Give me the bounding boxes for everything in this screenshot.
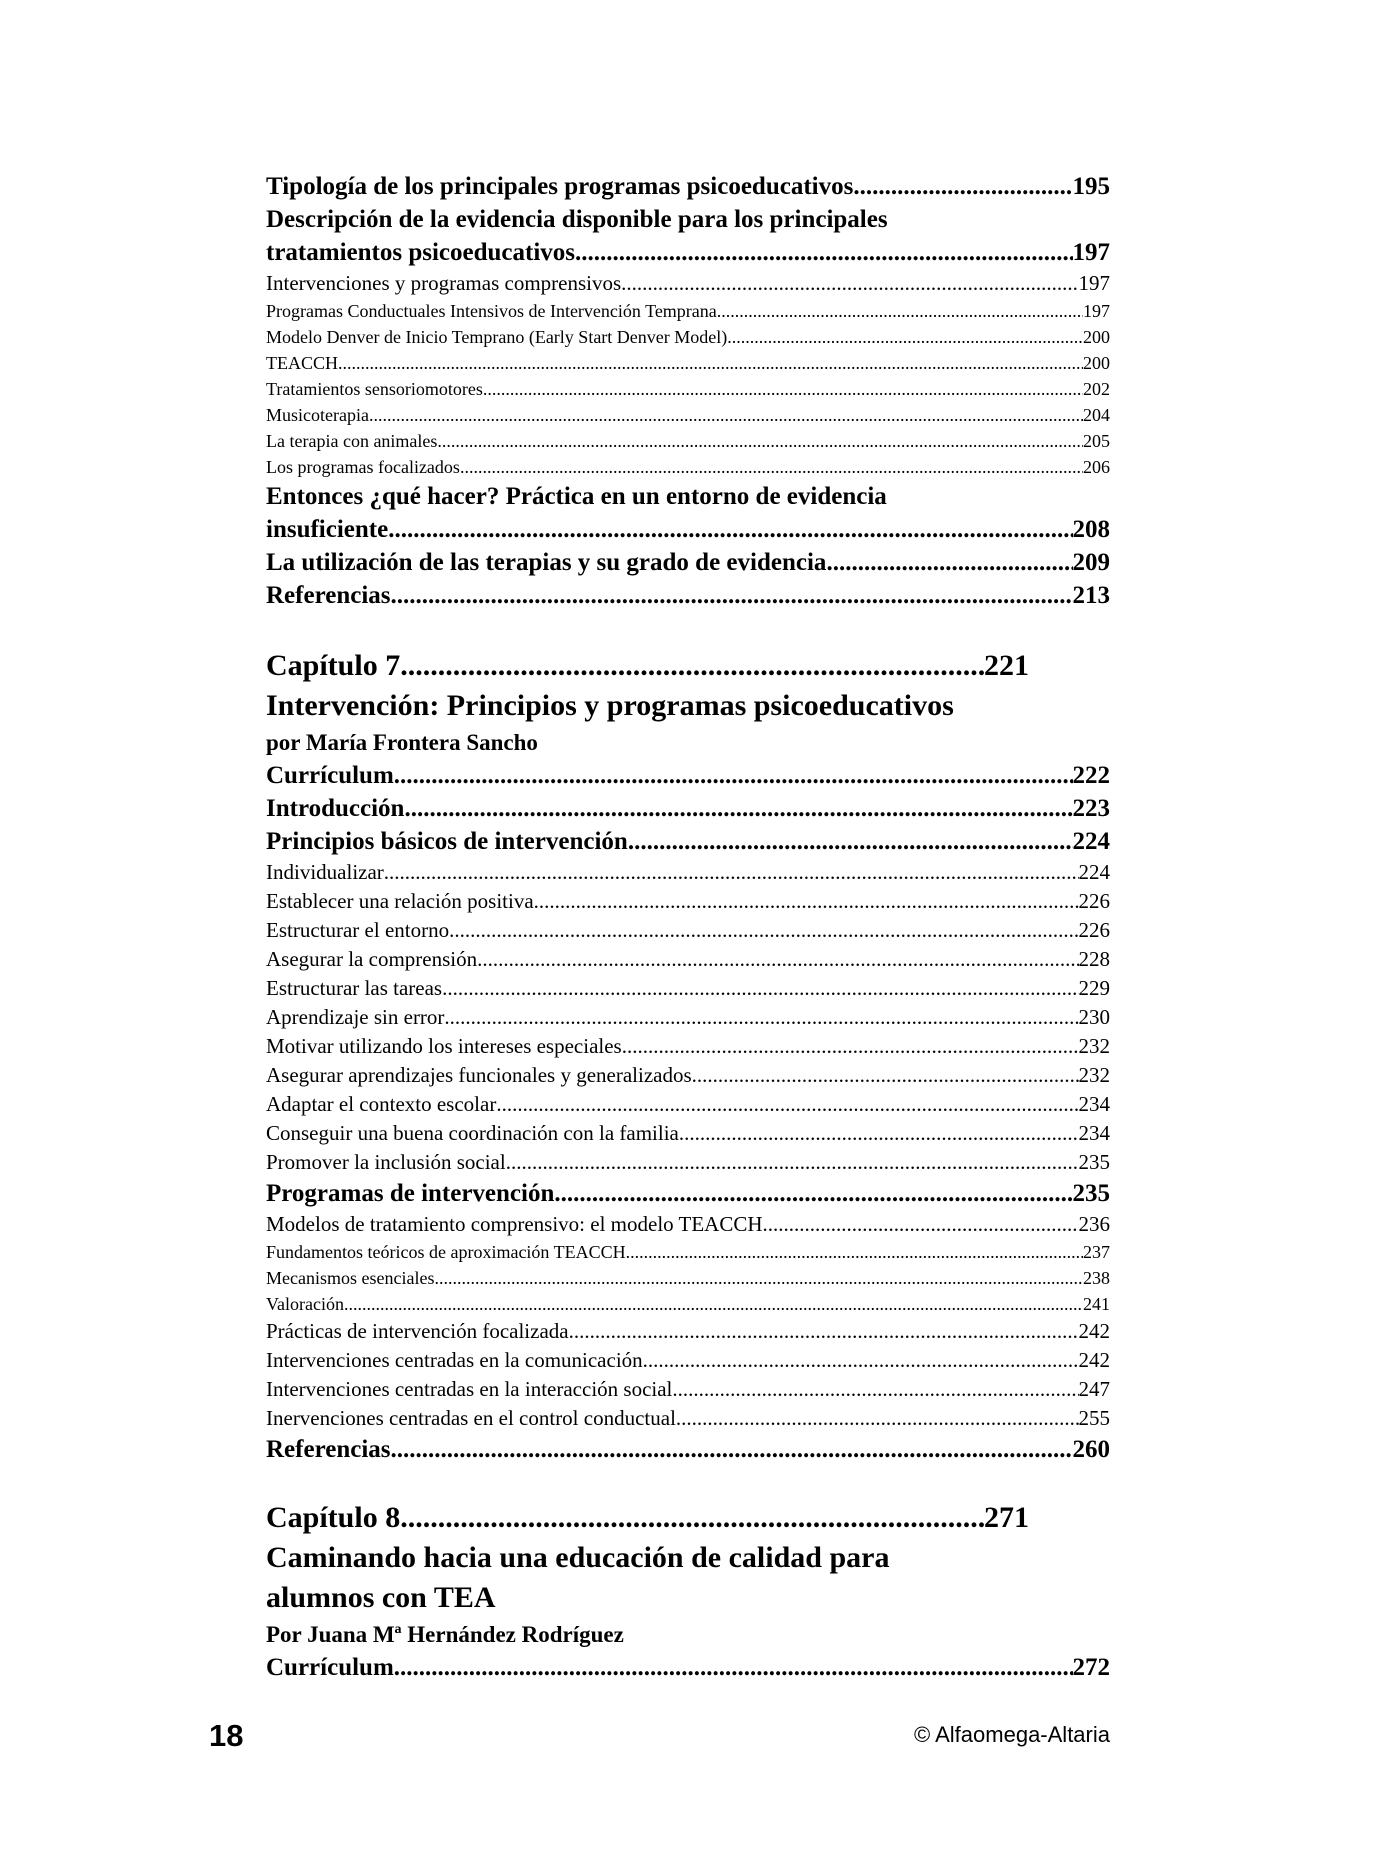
toc-entry[interactable]	[266, 376, 1110, 402]
toc-entry[interactable]	[266, 1433, 1110, 1466]
dot-leader	[534, 887, 1079, 916]
toc-entry-title: Valoración	[266, 1294, 344, 1314]
toc-entry-page: 234	[1078, 1092, 1110, 1116]
toc-entry[interactable]	[266, 1239, 1110, 1265]
toc-entry[interactable]	[266, 1061, 1110, 1090]
dot-leader	[575, 236, 1073, 269]
toc-entry[interactable]	[266, 236, 1110, 269]
toc-entry-title: Fundamentos teóricos de aproximación TEACCH	[266, 1242, 626, 1262]
toc-entry-page: 209	[1072, 549, 1110, 576]
toc-entry-title: Programas de intervención	[266, 1180, 555, 1207]
dot-leader	[679, 1119, 1079, 1148]
toc-entry-title: La utilización de las terapias y su grado de evidencia	[266, 549, 827, 576]
toc-entry-page: 224	[1072, 828, 1110, 855]
table-of-contents	[266, 170, 1110, 1684]
toc-entry-title: Asegurar aprendizajes funcionales y generalizados	[266, 1063, 692, 1087]
toc-entry-page: 272	[1072, 1654, 1110, 1681]
toc-entry[interactable]	[266, 1265, 1110, 1291]
toc-entry-page: 236	[1078, 1212, 1110, 1236]
toc-entry-page: 224	[1078, 860, 1110, 884]
toc-entry[interactable]	[266, 1148, 1110, 1177]
toc-entry[interactable]	[266, 792, 1110, 825]
toc-entry-title: Intervenciones centradas en la comunicación	[266, 1348, 643, 1372]
toc-entry-title: Referencias	[266, 1436, 391, 1463]
chapter-8-page: 271	[984, 1501, 1029, 1534]
dot-leader	[676, 1404, 1079, 1433]
toc-entry[interactable]	[266, 170, 1110, 203]
toc-entry-page: 232	[1078, 1034, 1110, 1058]
chapter-8-title-line1: Caminando hacia una educación de calidad para	[266, 1541, 890, 1574]
toc-entry[interactable]	[266, 298, 1110, 324]
toc-entry[interactable]	[266, 402, 1110, 428]
toc-entry[interactable]	[266, 759, 1110, 792]
toc-entry-page: 255	[1078, 1406, 1110, 1430]
toc-entry[interactable]	[266, 1404, 1110, 1433]
toc-section-chapter8	[266, 1651, 1110, 1684]
toc-entry-title: Tratamientos sensoriomotores	[266, 379, 483, 399]
chapter-8-author: Por Juana Mª Hernández Rodríguez	[266, 1622, 624, 1647]
toc-entry-page: 197	[1083, 301, 1110, 321]
dot-leader	[853, 170, 1072, 203]
toc-entry-page: 238	[1083, 1268, 1110, 1288]
dot-leader	[460, 454, 1083, 480]
toc-entry-page: 260	[1072, 1436, 1110, 1463]
toc-entry-title: Estructurar las tareas	[266, 976, 443, 1000]
toc-entry-page: 234	[1078, 1121, 1110, 1145]
toc-entry-page: 200	[1083, 353, 1110, 373]
toc-entry[interactable]	[266, 1346, 1110, 1375]
toc-entry-title: Modelos de tratamiento comprensivo: el modelo TEACCH	[266, 1212, 763, 1236]
toc-entry-lead-line: Descripción de la evidencia disponible para los principales	[266, 206, 888, 233]
dot-leader	[404, 792, 1072, 825]
toc-entry-title: Currículum	[266, 762, 394, 789]
dot-leader	[763, 1210, 1079, 1239]
toc-entry-title: Mecanismos esenciales	[266, 1268, 435, 1288]
dot-leader	[622, 1032, 1079, 1061]
dot-leader	[626, 1239, 1083, 1265]
dot-leader	[727, 324, 1083, 350]
toc-entry[interactable]	[266, 825, 1110, 858]
dot-leader	[477, 945, 1078, 974]
dot-leader	[391, 1433, 1073, 1466]
toc-entry-page: 200	[1083, 327, 1110, 347]
toc-entry-title: Conseguir una buena coordinación con la familia	[266, 1121, 679, 1145]
dot-leader	[394, 1651, 1073, 1684]
toc-entry[interactable]	[266, 858, 1110, 887]
toc-entry-page: 222	[1072, 762, 1110, 789]
dot-leader	[394, 759, 1073, 792]
toc-entry[interactable]	[266, 1651, 1110, 1684]
dot-leader	[338, 350, 1083, 376]
toc-entry-title: Modelo Denver de Inicio Temprano (Early Start Denver Model)	[266, 327, 728, 347]
toc-entry[interactable]	[266, 1003, 1110, 1032]
toc-entry-title: Promover la inclusión social	[266, 1150, 506, 1174]
toc-entry[interactable]	[266, 428, 1110, 454]
dot-leader	[643, 1346, 1079, 1375]
dot-leader	[434, 1265, 1083, 1291]
toc-entry-page: 206	[1083, 457, 1110, 477]
toc-entry-page: 205	[1083, 431, 1110, 451]
toc-entry[interactable]	[266, 269, 1110, 298]
toc-entry-title: Adaptar el contexto escolar	[266, 1092, 497, 1116]
toc-entry-title: Asegurar la comprensión	[266, 947, 478, 971]
dot-leader	[621, 269, 1078, 298]
toc-entry-page: 197	[1072, 239, 1110, 266]
toc-entry[interactable]	[266, 579, 1110, 612]
toc-entry[interactable]	[266, 324, 1110, 350]
toc-section-chapter6-tail	[266, 170, 1110, 612]
toc-entry[interactable]	[266, 454, 1110, 480]
toc-entry-page: 228	[1078, 947, 1110, 971]
dot-leader	[569, 1317, 1079, 1346]
toc-entry-page: 197	[1078, 271, 1110, 295]
chapter-7-heading[interactable]	[266, 646, 1029, 686]
toc-entry-page: 229	[1078, 976, 1110, 1000]
toc-entry-title: Currículum	[266, 1654, 394, 1681]
dot-leader	[483, 376, 1083, 402]
dot-leader	[672, 1375, 1078, 1404]
page-number: 18	[209, 1718, 244, 1753]
dot-leader	[437, 428, 1083, 454]
toc-entry-page: 204	[1083, 405, 1110, 425]
dot-leader	[384, 858, 1079, 887]
dot-leader	[717, 298, 1083, 324]
dot-leader	[554, 1177, 1072, 1210]
toc-entry-page: 242	[1078, 1319, 1110, 1343]
toc-entry[interactable]	[266, 1032, 1110, 1061]
toc-entry-title: Aprendizaje sin error	[266, 1005, 445, 1029]
toc-entry[interactable]	[266, 1375, 1110, 1404]
toc-section-chapter7	[266, 759, 1110, 1466]
dot-leader	[344, 1291, 1083, 1317]
toc-entry[interactable]	[266, 1210, 1110, 1239]
toc-entry-title: Musicoterapia	[266, 405, 369, 425]
toc-entry-title: Los programas focalizados	[266, 457, 460, 477]
toc-entry-title: tratamientos psicoeducativos	[266, 239, 575, 266]
toc-entry-page: 195	[1072, 173, 1110, 200]
toc-entry[interactable]	[266, 350, 1110, 376]
toc-entry[interactable]	[266, 887, 1110, 916]
dot-leader	[628, 825, 1073, 858]
toc-entry[interactable]	[266, 1317, 1110, 1346]
dot-leader	[826, 546, 1072, 579]
dot-leader	[391, 579, 1073, 612]
toc-entry-page: 226	[1078, 918, 1110, 942]
toc-entry-title: Referencias	[266, 582, 391, 609]
toc-entry-title: Intervenciones centradas en la interacción social	[266, 1377, 673, 1401]
toc-entry-title: Inervenciones centradas en el control conductual	[266, 1406, 676, 1430]
dot-leader	[506, 1148, 1079, 1177]
toc-entry[interactable]	[266, 974, 1110, 1003]
dot-leader	[388, 513, 1072, 546]
toc-entry-title: Tipología de los principales programas psicoeducativos	[266, 173, 854, 200]
toc-entry[interactable]	[266, 1090, 1110, 1119]
chapter-8-title-line2: alumnos con TEA	[266, 1581, 496, 1614]
toc-entry-title: Introducción	[266, 795, 405, 822]
toc-entry-title: Motivar utilizando los intereses especiales	[266, 1034, 622, 1058]
toc-entry-title: Intervenciones y programas comprensivos	[266, 271, 622, 295]
toc-entry-page: 237	[1083, 1242, 1110, 1262]
dot-leader	[442, 974, 1078, 1003]
dot-leader	[692, 1061, 1079, 1090]
toc-entry-page: 241	[1083, 1294, 1110, 1314]
toc-entry-page: 235	[1078, 1150, 1110, 1174]
toc-entry-page: 247	[1078, 1377, 1110, 1401]
dot-leader	[496, 1090, 1078, 1119]
toc-entry-title: Estructurar el entorno	[266, 918, 450, 942]
toc-entry-page: 230	[1078, 1005, 1110, 1029]
toc-entry-title: insuficiente	[266, 516, 389, 543]
copyright-notice: © Alfaomega-Altaria	[914, 1722, 1110, 1747]
toc-entry-title: TEACCH	[266, 353, 338, 373]
toc-entry-page: 226	[1078, 889, 1110, 913]
toc-entry-page: 235	[1072, 1180, 1110, 1207]
dot-leader	[444, 1003, 1078, 1032]
toc-entry-lead-line: Entonces ¿qué hacer? Práctica en un entorno de evidencia	[266, 483, 887, 510]
toc-entry[interactable]	[266, 1119, 1110, 1148]
toc-entry[interactable]	[266, 1291, 1110, 1317]
toc-entry-title: Programas Conductuales Intensivos de Intervención Temprana	[266, 301, 717, 321]
toc-entry-title: Principios básicos de intervención	[266, 828, 628, 855]
toc-entry-title: Prácticas de intervención focalizada	[266, 1319, 569, 1343]
chapter-7-page: 221	[984, 649, 1029, 682]
chapter-8-label: Capítulo 8	[266, 1501, 401, 1534]
chapter-7-title: Intervención: Principios y programas psicoeducativos	[266, 689, 954, 722]
toc-entry[interactable]	[266, 1177, 1110, 1210]
toc-entry-page: 223	[1072, 795, 1110, 822]
toc-entry[interactable]	[266, 546, 1110, 579]
toc-entry-title: La terapia con animales	[266, 431, 438, 451]
toc-entry-title: Individualizar	[266, 860, 384, 884]
chapter-8-heading[interactable]	[266, 1498, 1029, 1538]
chapter-7-label: Capítulo 7	[266, 649, 401, 682]
toc-entry[interactable]	[266, 916, 1110, 945]
dot-leader	[449, 916, 1078, 945]
toc-entry-title: Establecer una relación positiva	[266, 889, 534, 913]
toc-entry[interactable]	[266, 945, 1110, 974]
toc-entry-page: 242	[1078, 1348, 1110, 1372]
toc-entry-page: 232	[1078, 1063, 1110, 1087]
dot-leader	[369, 402, 1083, 428]
toc-entry[interactable]	[266, 513, 1110, 546]
chapter-7-author: por María Frontera Sancho	[266, 730, 538, 755]
toc-entry-page: 213	[1072, 582, 1110, 609]
toc-entry-page: 202	[1083, 379, 1110, 399]
toc-entry-page: 208	[1072, 516, 1110, 543]
